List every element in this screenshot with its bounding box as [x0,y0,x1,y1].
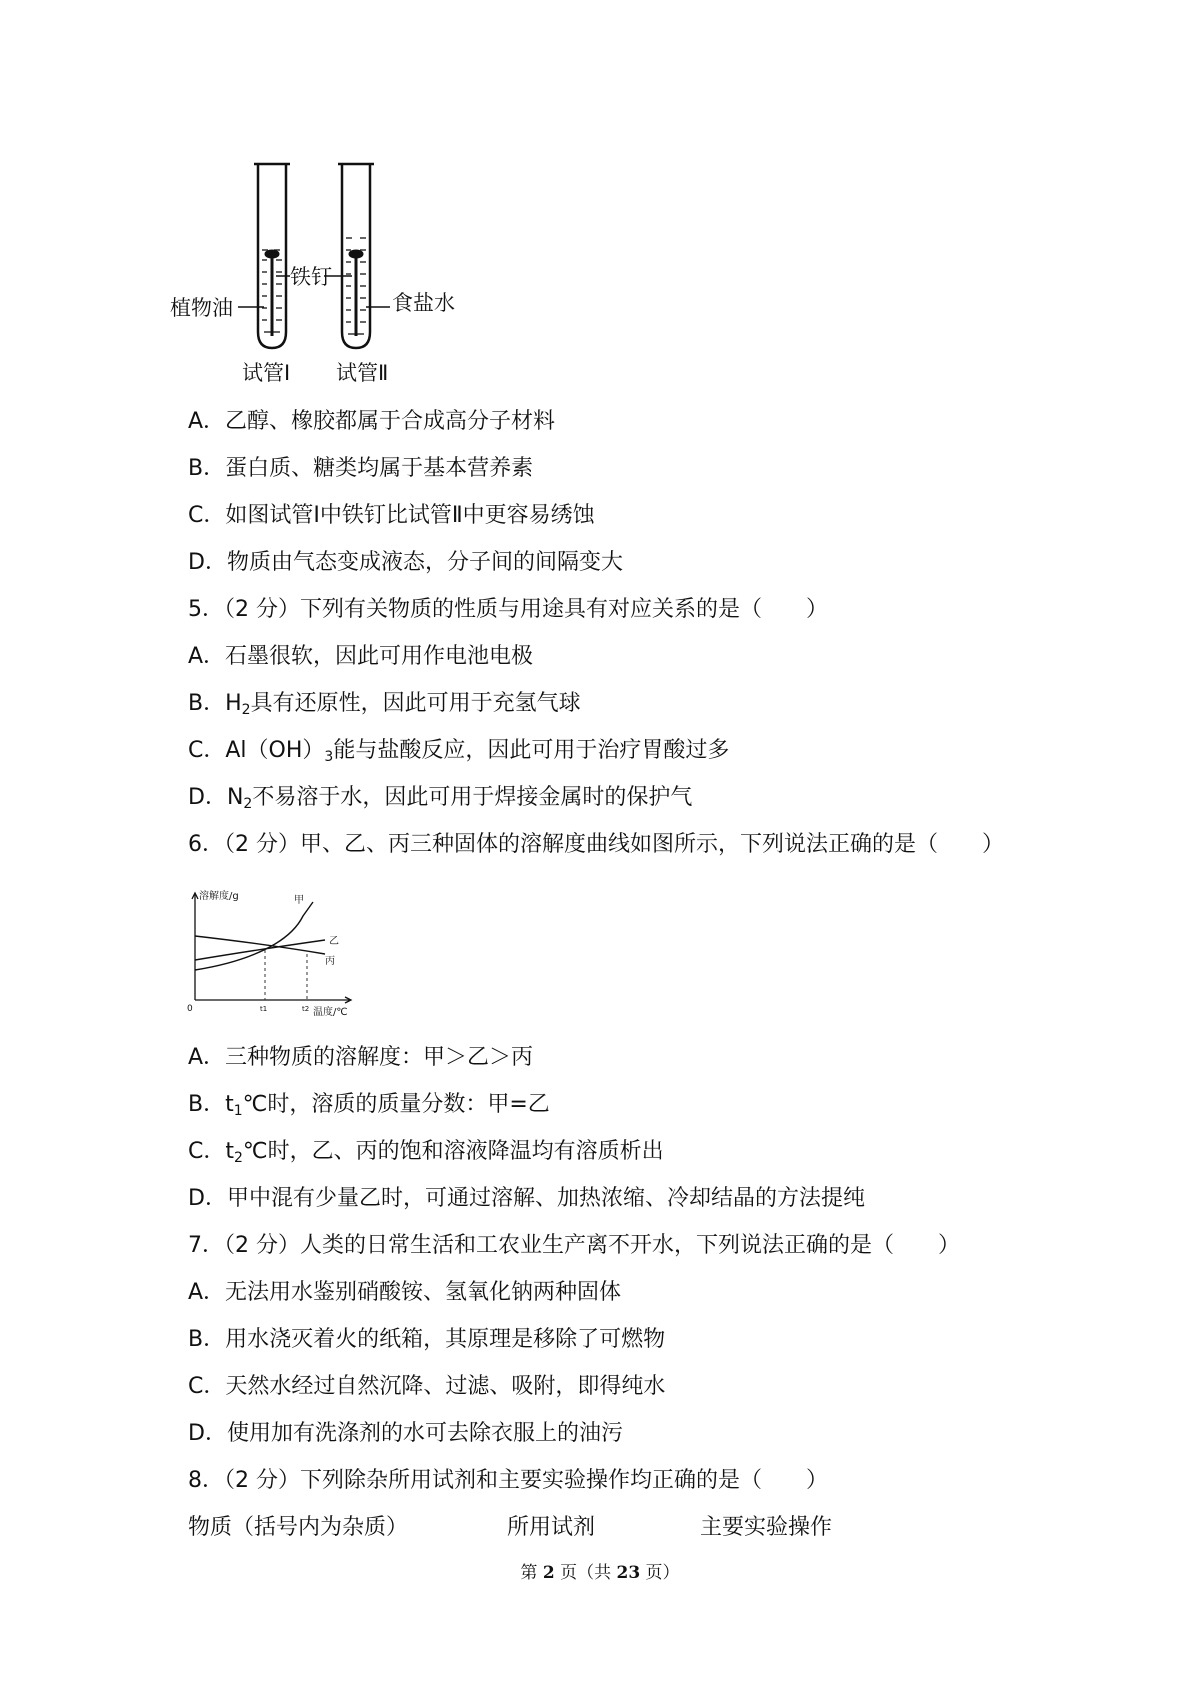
chart-xlabel: 温度/℃ [313,1007,348,1018]
chart-ylabel: 溶解度/g [199,891,239,902]
series-yi [195,940,325,960]
q7-option-a: A．无法用水鉴别硝酸铵、氢氧化钠两种固体 [188,1280,622,1305]
q4-option-a: A．乙醇、橡胶都属于合成高分子材料 [188,409,556,434]
q4-option-c: C．如图试管Ⅰ中铁钉比试管Ⅱ中更容易绣蚀 [188,503,595,528]
q8-col-substance: 物质（括号内为杂质） [188,1515,409,1540]
q6-option-d: D．甲中混有少量乙时，可通过溶解、加热浓缩、冷却结晶的方法提纯 [188,1186,865,1211]
iron-nail-1 [266,251,278,336]
label-oil: 植物油 [170,296,233,320]
q5-stem: 5．（2 分）下列有关物质的性质与用途具有对应关系的是（ ） [188,597,828,622]
chart-tick-t1: t1 [260,1005,268,1013]
q6-stem: 6．（2 分）甲、乙、丙三种固体的溶解度曲线如图所示，下列说法正确的是（ ） [188,832,1004,857]
q8-stem: 8．（2 分）下列除杂所用试剂和主要实验操作均正确的是（ ） [188,1468,828,1493]
q6-option-b: B．$t_1℃$时，溶质的质量分数：甲=乙 [188,1092,550,1119]
legend-jia: 甲 [294,895,304,906]
q4-option-d: D．物质由气态变成液态，分子间的间隔变大 [188,550,623,575]
q8-col-operation: 主要实验操作 [700,1515,833,1540]
q6-option-a: A．三种物质的溶解度：甲＞乙＞丙 [188,1045,534,1070]
tube-2-caption: 试管Ⅱ [336,361,389,385]
q7-option-d: D．使用加有洗涤剂的水可去除衣服上的油污 [188,1421,623,1446]
chart-tick-t2: t2 [302,1005,310,1013]
page-footer: 第 2 页（共 23 页） [520,1563,680,1583]
chart-origin: 0 [187,1004,193,1014]
tube-1-caption: 试管Ⅰ [242,361,291,385]
page-number: 2 [542,1563,555,1583]
solubility-chart [185,888,385,1018]
legend-yi: 乙 [329,936,339,947]
q6-option-c: C．$t_2℃$时，乙、丙的饱和溶液降温均有溶质析出 [188,1139,664,1166]
series-jia [195,902,313,970]
legend-bing: 丙 [325,956,335,967]
q4-option-b: B．蛋白质、糖类均属于基本营养素 [188,456,534,481]
q8-col-reagent: 所用试剂 [507,1515,596,1540]
test-tube-figure [170,150,510,390]
iron-nail-2 [350,251,362,336]
q7-stem: 7．（2 分）人类的日常生活和工农业生产离不开水，下列说法正确的是（ ） [188,1233,960,1258]
q7-option-c: C．天然水经过自然沉降、过滤、吸附，即得纯水 [188,1374,666,1399]
q5-option-a: A．石墨很软，因此可用作电池电极 [188,644,534,669]
q5-option-d: D．$N_2$不易溶于水，因此可用于焊接金属时的保护气 [188,785,693,812]
q5-option-c: C．$Al(OH)_3$能与盐酸反应，因此可用于治疗胃酸过多 [188,738,730,765]
label-brine: 食盐水 [392,291,455,315]
q5-option-b: B．$H_2$具有还原性，因此可用于充氢气球 [188,691,581,718]
page-total: 23 [616,1563,641,1583]
q7-option-b: B．用水浇灭着火的纸箱，其原理是移除了可燃物 [188,1327,666,1352]
label-nail: 铁钉 [290,265,332,289]
